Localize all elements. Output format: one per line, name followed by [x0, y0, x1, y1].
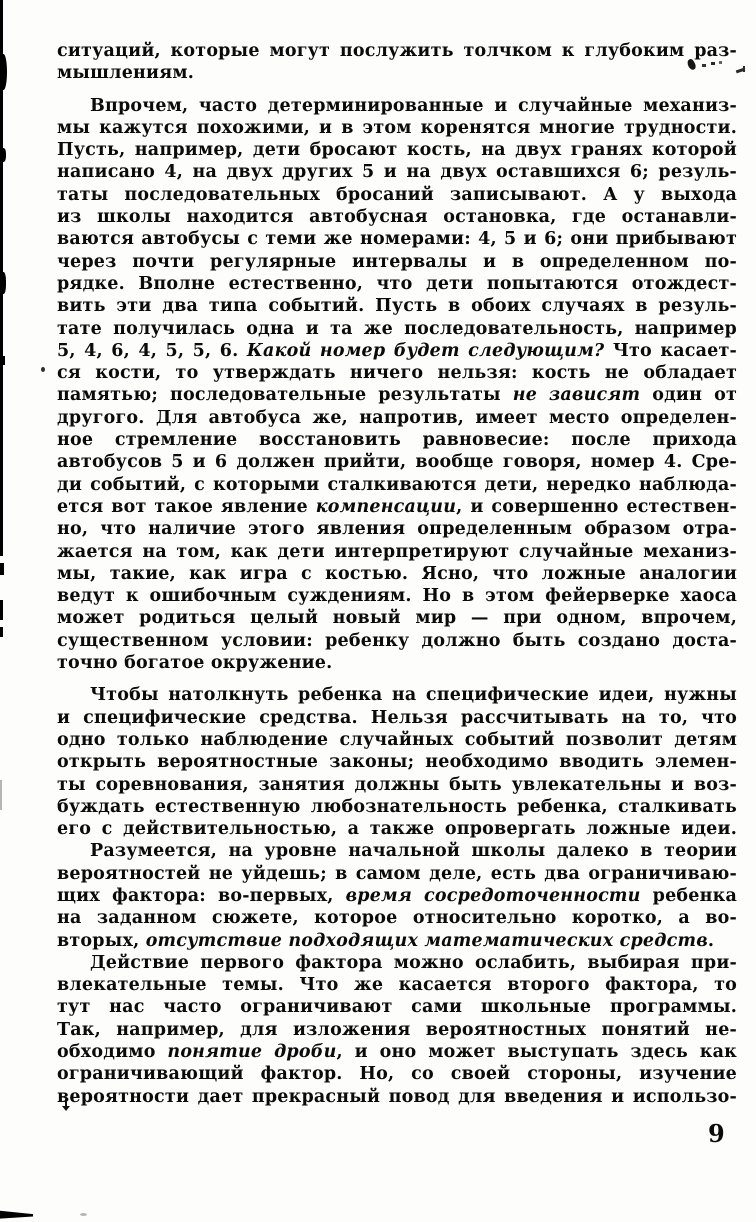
- text-segment: мы кажутся похожими, и в этом коренятся многие трудности.: [57, 117, 737, 138]
- paragraph: [57, 95, 737, 675]
- text-line: [57, 774, 737, 796]
- text-line: [57, 818, 737, 840]
- text-line: [57, 518, 737, 540]
- text-body: [57, 40, 737, 1108]
- text-line: [57, 362, 737, 384]
- page-number: 9: [708, 1119, 725, 1148]
- text-segment: ребенка: [640, 885, 738, 906]
- text-line: [57, 251, 737, 273]
- text-segment: на заданном сюжете, которое относительно коротко, а во-: [57, 908, 737, 929]
- paragraph: [57, 952, 737, 1108]
- text-segment: точно богатое окружение.: [57, 653, 333, 674]
- text-segment: буждать естественную любознательность ребенка, сталкивать: [57, 796, 737, 817]
- text-segment: жается на том, как дети интерпретируют случайные механиз-: [57, 541, 737, 562]
- text-line: [57, 907, 737, 929]
- text-line: [57, 273, 737, 295]
- text-segment: его с действительностью, а также опровергать ложные идеи.: [57, 819, 737, 840]
- text-line: [57, 652, 737, 674]
- scan-edge-blob: [0, 54, 7, 90]
- text-line: [57, 541, 737, 563]
- text-segment: тут нас часто ограничивают сами школьные программы.: [57, 997, 737, 1018]
- text-segment: тате получилась одна и та же последовательность, например: [57, 318, 737, 339]
- text-segment: ситуаций, которые могут послужить толчком к глубоким раз-: [57, 41, 737, 61]
- text-segment: ется вот такое явление: [57, 496, 316, 517]
- text-segment: ное стремление восстановить равновесие: после прихода: [57, 430, 737, 451]
- text-segment: вить эти два типа событий. Пусть в обоих случаях в резуль-: [57, 296, 737, 317]
- text-line: [57, 295, 737, 317]
- scan-edge-dash: [0, 600, 3, 620]
- text-segment: Что касает-: [604, 340, 738, 361]
- text-line: [57, 318, 737, 340]
- text-line: [57, 684, 737, 706]
- text-segment: одно только наблюдение случайных событий позволит детям: [57, 729, 737, 750]
- text-segment: влекательные темы. Что же касается второго фактора, то: [57, 975, 737, 996]
- text-line: [57, 996, 737, 1018]
- text-line: [57, 384, 737, 406]
- italic-text-segment: компенсации: [315, 496, 457, 517]
- scan-corner-speck: [80, 1213, 87, 1216]
- text-segment: другого. Для автобуса же, напротив, имеет место определен-: [57, 407, 737, 428]
- text-segment: рядке. Вполне естественно, что дети попытаются отождест-: [57, 273, 737, 294]
- text-segment: через почти регулярные интервалы и в определенном по-: [57, 251, 737, 272]
- scan-edge-dash: [0, 627, 3, 637]
- italic-text-segment: не зависят: [512, 385, 641, 406]
- text-line: [57, 563, 737, 585]
- text-segment: обходимо: [57, 1042, 168, 1063]
- text-line: [57, 952, 737, 974]
- text-segment: , и совершенно естествен-: [456, 496, 737, 517]
- text-segment: таты последовательных бросаний записывают. А у выхода: [57, 184, 737, 205]
- italic-text-segment: время сосредоточенности: [345, 885, 641, 906]
- text-line: [57, 585, 737, 607]
- text-segment: памятью; последовательные результаты: [57, 385, 513, 406]
- text-line: [57, 407, 737, 429]
- text-segment: Разумеется, на уровне начальной школы далеко в теории: [90, 841, 737, 862]
- scan-edge-dash: [0, 780, 2, 810]
- text-line: [57, 729, 737, 751]
- text-segment: Пусть, например, дети бросают кость, на двух гранях которой: [57, 140, 737, 161]
- scan-corner-streak: [0, 1210, 33, 1219]
- text-segment: открыть вероятностные законы; необходимо вводить элемен-: [57, 752, 737, 773]
- text-segment: вероятностей не уйдешь; в самом деле, есть два ограничиваю-: [57, 863, 737, 884]
- scan-edge-dash: [0, 563, 4, 575]
- text-segment: существенном условии: ребенку должно быть создано доста-: [57, 630, 737, 651]
- text-segment: Чтобы натолкнуть ребенка на специфические идеи, нужны: [90, 685, 737, 706]
- text-line: [57, 840, 737, 862]
- paragraph: [57, 40, 737, 85]
- text-line: [57, 474, 737, 496]
- text-line: [57, 340, 737, 362]
- margin-speck: [41, 367, 45, 372]
- text-line: [57, 95, 737, 117]
- text-segment: .: [707, 930, 715, 951]
- text-line: [57, 974, 737, 996]
- text-line: [57, 40, 737, 62]
- text-line: [57, 607, 737, 629]
- text-line: [57, 62, 737, 84]
- text-line: [57, 451, 737, 473]
- text-segment: ваются автобусы с теми же номерами: 4, 5 и 6; они прибывают: [57, 229, 737, 250]
- paragraph: [57, 840, 737, 951]
- text-segment: вероятности дает прекрасный повод для введения и использо-: [57, 1086, 737, 1107]
- italic-text-segment: Какой номер будет следующим?: [246, 340, 605, 361]
- text-segment: мышлениям.: [57, 63, 195, 84]
- italic-text-segment: отсутствие подходящих математических средств: [145, 930, 708, 951]
- paragraph: [57, 684, 737, 840]
- text-segment: Так, например, для изложения вероятностных понятий не-: [57, 1019, 737, 1040]
- text-line: [57, 751, 737, 773]
- text-segment: и специфические средства. Нельзя рассчитывать на то, что: [57, 707, 737, 728]
- text-line: [57, 429, 737, 451]
- text-line: [57, 1019, 737, 1041]
- text-segment: ся кости, то утверждать ничего нельзя: кость не обладает: [57, 363, 737, 384]
- text-line: [57, 885, 737, 907]
- text-segment: ты соревнования, занятия должны быть увлекательны и воз-: [57, 774, 737, 795]
- scan-edge-blob: [0, 148, 6, 162]
- italic-text-segment: понятие дроби: [167, 1042, 337, 1063]
- text-segment: 5, 4, 6, 4, 5, 5, 6.: [57, 340, 247, 361]
- text-segment: Впрочем, часто детерминированные и случайные механиз-: [90, 95, 737, 116]
- text-segment: один от: [640, 385, 737, 406]
- scan-edge-blob: [0, 356, 5, 365]
- text-line: [57, 707, 737, 729]
- text-line: [57, 139, 737, 161]
- text-line: [57, 161, 737, 183]
- text-segment: щих фактора: во-первых,: [57, 885, 346, 906]
- text-segment: ди событий, с которыми сталкиваются дети, нередко наблюда-: [57, 474, 737, 495]
- text-segment: может родиться целый новый мир — при одном, впрочем,: [57, 608, 737, 629]
- text-segment: , и оно может выступать здесь как: [336, 1042, 737, 1063]
- text-line: [57, 930, 737, 952]
- text-segment: автобусов 5 и 6 должен прийти, вообще говоря, номер 4. Сре-: [57, 452, 737, 473]
- text-line: [57, 1086, 737, 1108]
- ink-smudge: [743, 66, 745, 72]
- text-line: [57, 1041, 737, 1063]
- text-line: [57, 496, 737, 518]
- text-line: [57, 863, 737, 885]
- text-segment: написано 4, на двух других 5 и на двух оставшихся 6; резуль-: [57, 162, 737, 183]
- text-line: [57, 1063, 737, 1085]
- text-line: [57, 117, 737, 139]
- scan-edge-blob: [0, 272, 6, 294]
- text-segment: ведут к ошибочным суждениям. Но в этом фейерверке хаоса: [57, 586, 737, 607]
- text-line: [57, 228, 737, 250]
- text-segment: ограничивающий фактор. Но, со своей стороны, изучение: [57, 1064, 737, 1085]
- text-segment: Действие первого фактора можно ослабить, выбирая при-: [90, 952, 737, 973]
- text-line: [57, 796, 737, 818]
- text-segment: из школы находится автобусная остановка, где останавли-: [57, 207, 737, 228]
- text-segment: мы, такие, как игра с костью. Ясно, что ложные аналогии: [57, 563, 737, 584]
- text-line: [57, 630, 737, 652]
- text-line: [57, 206, 737, 228]
- text-segment: вторых,: [57, 930, 146, 951]
- text-line: [57, 184, 737, 206]
- text-segment: но, что наличие этого явления определенным образом отра-: [57, 519, 737, 540]
